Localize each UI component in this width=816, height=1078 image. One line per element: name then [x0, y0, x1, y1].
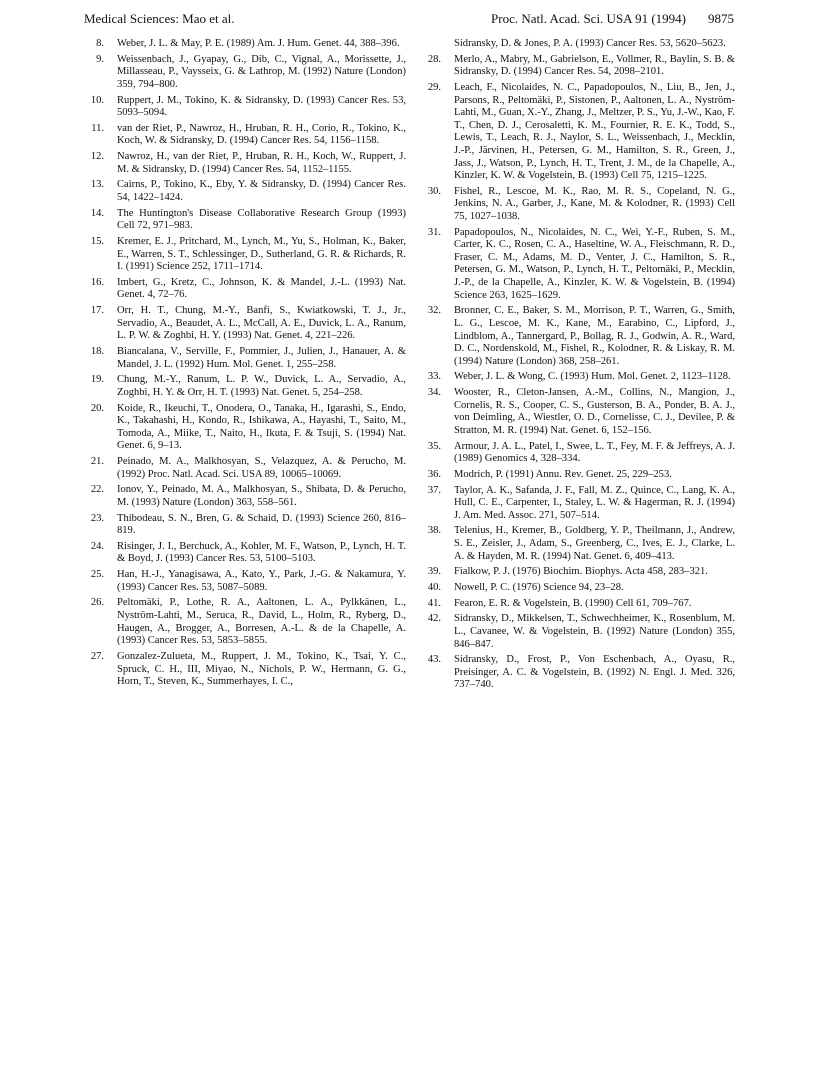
reference-number: 40. [427, 581, 441, 593]
reference-item [84, 597, 406, 647]
reference-number: 16. [90, 276, 104, 288]
reference-item [84, 374, 406, 399]
reference-number: 21. [90, 456, 104, 468]
reference-number: 32. [427, 305, 441, 317]
reference-number: 33. [427, 371, 441, 383]
reference-number: 34. [427, 387, 441, 399]
reference-text: Fearon, E. R. & Vogelstein, B. (1990) Cell 61, 709–767. [454, 597, 692, 609]
reference-number: 42. [427, 613, 441, 625]
reference-number: 30. [427, 185, 441, 197]
reference-item [84, 179, 406, 204]
reference-number: 27. [90, 650, 104, 662]
reference-number: 22. [90, 484, 104, 496]
reference-text: Ionov, Y., Peinado, M. A., Malkhosyan, S., Shibata, D. & Perucho, M. (1993) Nature (London) 363, 558–561. [117, 484, 406, 508]
reference-number: 19. [90, 374, 104, 386]
reference-item [84, 305, 406, 343]
reference-text: Peinado, M. A., Malkhosyan, S., Velazquez, A. & Perucho, M. (1992) Proc. Natl. Acad. Sci. USA 89, 10065–10069. [117, 456, 406, 480]
reference-text: Cairns, P., Tokino, K., Eby, Y. & Sidransky, D. (1994) Cancer Res. 54, 1422–1424. [117, 179, 406, 203]
reference-number: 11. [91, 122, 104, 134]
reference-item [421, 485, 735, 523]
reference-column-right [421, 38, 735, 695]
reference-number: 10. [90, 94, 104, 106]
reference-item [84, 236, 406, 274]
reference-number: 13. [90, 179, 104, 191]
reference-text: Armour, J. A. L., Patel, I., Swee, L. T., Fey, M. F. & Jeffreys, A. J. (1989) Genomics 4, 328–334. [454, 440, 735, 465]
reference-item [84, 456, 406, 481]
reference-item [421, 387, 735, 437]
reference-number: 17. [90, 305, 104, 317]
journal-section-author: Medical Sciences: Mao et al. [84, 11, 235, 26]
reference-text: Thibodeau, S. N., Bren, G. & Schaid, D. (1993) Science 260, 816–819. [117, 512, 406, 537]
reference-text: Weber, J. L. & May, P. E. (1989) Am. J. Hum. Genet. 44, 388–396. [117, 38, 400, 49]
reference-item [421, 441, 735, 466]
reference-number: 20. [90, 402, 104, 414]
reference-item [84, 346, 406, 371]
reference-text: Bronner, C. E., Baker, S. M., Morrison, P. T., Warren, G., Smith, L. G., Lescoe, M. K., Kane, M., Earabino, C., Lipford, J., Lindblom, A., Tannergard, P., Bollag, R. J., Godwin, A. R., Ward, D. C., Nordenskold, M., Fishel, R., Kolodner, R. & Liskay, R. M. (1994) Nature (London) 368, 258–261. [454, 305, 735, 367]
reference-number: 31. [427, 226, 441, 238]
reference-item [421, 82, 735, 183]
reference-item [84, 513, 406, 538]
reference-item [84, 151, 406, 176]
reference-text: Imbert, G., Kretz, C., Johnson, K. & Mandel, J.-L. (1993) Nat. Genet. 4, 72–76. [117, 276, 406, 301]
reference-item [421, 598, 735, 611]
running-header [84, 8, 734, 30]
reference-text: Weber, J. L. & Wong, C. (1993) Hum. Mol. Genet. 2, 1123–1128. [454, 371, 731, 383]
reference-text: Fialkow, P. J. (1976) Biochim. Biophys. Acta 458, 283–321. [454, 566, 708, 578]
reference-number: 38. [427, 525, 441, 537]
reference-text: Papadopoulos, N., Nicolaides, N. C., Wei, Y.-F., Ruben, S. M., Carter, K. C., Rosen, C. A., Haseltine, W. A., Fleischmann, R. D., Fraser, C. M., Adams, M. D., Venter, J. C., Hamilton, S. R., Petersen, G. M., Watson, P., Lynch, H. T., Peltomäki, P., Mecklin, J.-P., de la Chapelle, A., Kinzler, K. W. & Vogelstein, B. (1994) Science 263, 1625–1629. [454, 226, 735, 301]
reference-item [421, 525, 735, 563]
reference-number: 15. [90, 235, 104, 247]
reference-text: Han, H.-J., Yanagisawa, A., Kato, Y., Park, J.-G. & Nakamura, Y. (1993) Cancer Res. 53, 5087–5089. [117, 569, 406, 593]
reference-text: Peltomäki, P., Lothe, R. A., Aaltonen, L. A., Pylkkänen, L., Nyström-Lahti, M., Seruca, R., David, L., Holm, R., Ryberg, D., Haugen, A., Brogger, A., Borresen, A.-L. & de la Chapelle, A. (1993) Cancer Res. 53, 5853–5855. [117, 597, 406, 647]
reference-item [84, 95, 406, 120]
reference-text: van der Riet, P., Nawroz, H., Hruban, R. H., Corio, R., Tokino, K., Koch, W. & Sidransky, D. (1994) Cancer Res. 54, 1156–1158. [117, 122, 406, 147]
reference-number: 39. [427, 566, 441, 578]
reference-text: Orr, H. T., Chung, M.-Y., Banfi, S., Kwiatkowski, T. J., Jr., Servadio, A., Beaudet, A. L., McCall, A. E., Duvick, L. A., Ranum, L. P. W. & Zoghbi, H. Y. (1993) Nat. Genet. 4, 221–226. [117, 305, 406, 342]
reference-item [84, 277, 406, 302]
reference-text: Nawroz, H., van der Riet, P., Hruban, R. H., Koch, W., Ruppert, J. M. & Sidransky, D. (1994) Cancer Res. 54, 1152–1155. [117, 151, 406, 175]
reference-number: 35. [427, 440, 441, 452]
reference-number: 8. [96, 38, 104, 49]
reference-text: Modrich, P. (1991) Annu. Rev. Genet. 25, 229–253. [454, 468, 672, 480]
reference-item [421, 613, 735, 651]
reference-text: Ruppert, J. M., Tokino, K. & Sidransky, D. (1993) Cancer Res. 53, 5093–5094. [117, 94, 406, 119]
reference-number: 26. [90, 597, 104, 609]
reference-text: Leach, F., Nicolaides, N. C., Papadopoulos, N., Liu, B., Jen, J., Parsons, R., Peltomäki, P., Sistonen, P., Aaltonen, L. A., Nyström-Lahti, M., Guan, X.-Y., Zhang, J., Meltzer, P. S., Yu, J.-W., Kao, F. T., Chen, D. J., Cerosaletti, K. M., Fournier, R. E. K., Todd, S., Lewis, T., Leach, R. J., Naylor, S. L., Weissenbach, J., Mecklin, J.-P., Järvinen, H., Petersen, G. M., Hamilton, S. R., Green, J., Jass, J., Watson, P., Lynch, H. T., Trent, J. M., de la Chapelle, A., Kinzler, K. W. & Vogelstein, B. (1993) Cell 75, 1215–1225. [454, 81, 735, 182]
reference-item [421, 305, 735, 368]
reference-text: Sidransky, D., Frost, P., Von Eschenbach, A., Oyasu, R., Preisinger, A. C. & Vogelstein, B. (1992) N. Engl. J. Med. 326, 737–740. [454, 654, 735, 691]
reference-item [84, 123, 406, 148]
reference-number: 12. [90, 151, 104, 163]
reference-text: Sidransky, D. & Jones, P. A. (1993) Cancer Res. 53, 5620–5623. [454, 38, 726, 49]
reference-number: 18. [90, 346, 104, 357]
reference-text: Kremer, E. J., Pritchard, M., Lynch, M., Yu, S., Holman, K., Baker, E., Warren, S. T., Schlessinger, D., Sutherland, G. R. & Richards, R. I. (1991) Science 252, 1711–1714. [117, 235, 406, 273]
reference-item [421, 227, 735, 303]
reference-text: The Huntington's Disease Collaborative Research Group (1993) Cell 72, 971–983. [117, 207, 406, 232]
reference-item [421, 371, 735, 384]
reference-item [84, 403, 406, 453]
reference-text: Gonzalez-Zulueta, M., Ruppert, J. M., Tokino, K., Tsai, Y. C., Spruck, C. H., III, Miyao, N., Nichols, P. W., Hermann, G. G., Horn, T., Steven, K., Summerhayes, I. C., [117, 650, 406, 688]
reference-text: Weissenbach, J., Gyapay, G., Dib, C., Vignal, A., Morissette, J., Millasseau, P., Vaysseix, G. & Lathrop, M. (1992) Nature (London) 359, 794–800. [117, 53, 406, 90]
reference-item [421, 469, 735, 482]
reference-item [421, 582, 735, 595]
reference-item [84, 484, 406, 509]
reference-number: 28. [427, 53, 441, 65]
reference-number: 41. [427, 597, 441, 609]
reference-text: Taylor, A. K., Safanda, J. F., Fall, M. Z., Quince, C., Lang, K. A., Hull, C. E., Carpenter, I., Staley, L. W. & Hagerman, R. J. (1994) J. Am. Med. Assoc. 271, 507–514. [454, 484, 735, 521]
reference-number: 25. [90, 569, 104, 581]
reference-number: 14. [90, 207, 104, 219]
page-number: 9875 [708, 11, 734, 26]
reference-text: Biancalana, V., Serville, F., Pommier, J., Julien, J., Hanauer, A. & Mandel, J. L. (1992) Hum. Mol. Genet. 1, 255–258. [117, 346, 406, 370]
reference-text: Nowell, P. C. (1976) Science 94, 23–28. [454, 581, 624, 593]
reference-item [421, 54, 735, 79]
reference-continuation [421, 38, 735, 51]
reference-number: 24. [90, 540, 104, 552]
reference-number: 9. [96, 53, 104, 65]
reference-item [84, 651, 406, 689]
reference-text: Sidransky, D., Mikkelsen, T., Schwechheimer, K., Rosenblum, M. L., Cavanee, W. & Vogelstein, B. (1992) Nature (London) 355, 846–847. [454, 613, 735, 650]
reference-item [84, 208, 406, 233]
journal-citation [491, 8, 734, 30]
journal-volume: Proc. Natl. Acad. Sci. USA 91 (1994) [491, 11, 686, 26]
reference-text: Chung, M.-Y., Ranum, L. P. W., Duvick, L. A., Servadio, A., Zoghbi, H. Y. & Orr, H. T. (1993) Nat. Genet. 5, 254–258. [117, 374, 406, 398]
reference-item [84, 541, 406, 566]
reference-item [421, 566, 735, 579]
reference-item [421, 654, 735, 692]
reference-number: 23. [90, 512, 104, 524]
reference-number: 37. [427, 484, 441, 496]
reference-item [84, 569, 406, 594]
reference-text: Koide, R., Ikeuchi, T., Onodera, O., Tanaka, H., Igarashi, S., Endo, K., Takahashi, H., Kondo, R., Ishikawa, A., Hayashi, T., Saito, M., Tomoda, A., Miike, T., Naito, H., Ikuta, F. & Tsuji, S. (1994) Nat. Genet. 6, 9–13. [117, 402, 406, 452]
reference-number: 36. [427, 468, 441, 480]
reference-item [84, 38, 406, 51]
reference-text: Fishel, R., Lescoe, M. K., Rao, M. R. S., Copeland, N. G., Jenkins, N. A., Garber, J., Kane, M. & Kolodner, R. (1993) Cell 75, 1027–1038. [454, 185, 735, 222]
reference-item [421, 186, 735, 224]
reference-text: Merlo, A., Mabry, M., Gabrielson, E., Vollmer, R., Baylin, S. B. & Sidransky, D. (1994) Cancer Res. 54, 2098–2101. [454, 53, 735, 78]
reference-number: 29. [427, 81, 441, 93]
reference-text: Risinger, J. I., Berchuck, A., Kohler, M. F., Watson, P., Lynch, H. T. & Boyd, J. (1993) Cancer Res. 53, 5100–5103. [117, 540, 406, 565]
reference-item [84, 54, 406, 92]
reference-column-left [84, 38, 406, 692]
reference-text: Wooster, R., Cleton-Jansen, A.-M., Collins, N., Mangion, J., Cornelis, R. S., Cooper, C. S., Gusterson, B. A., Ponder, B. A. J., von Deimling, A., Wiestler, O. D., Cornelisse, C. J., Devilee, P. & Stratton, M. R. (1994) Nat. Genet. 6, 152–156. [454, 387, 735, 436]
reference-number: 43. [427, 654, 441, 666]
reference-text: Telenius, H., Kremer, B., Goldberg, Y. P., Theilmann, J., Andrew, S. E., Zeisler, J., Adam, S., Greenberg, C., Ives, E. J., Clarke, L. A. & Hayden, M. R. (1994) Nat. Genet. 6, 409–413. [454, 525, 735, 562]
